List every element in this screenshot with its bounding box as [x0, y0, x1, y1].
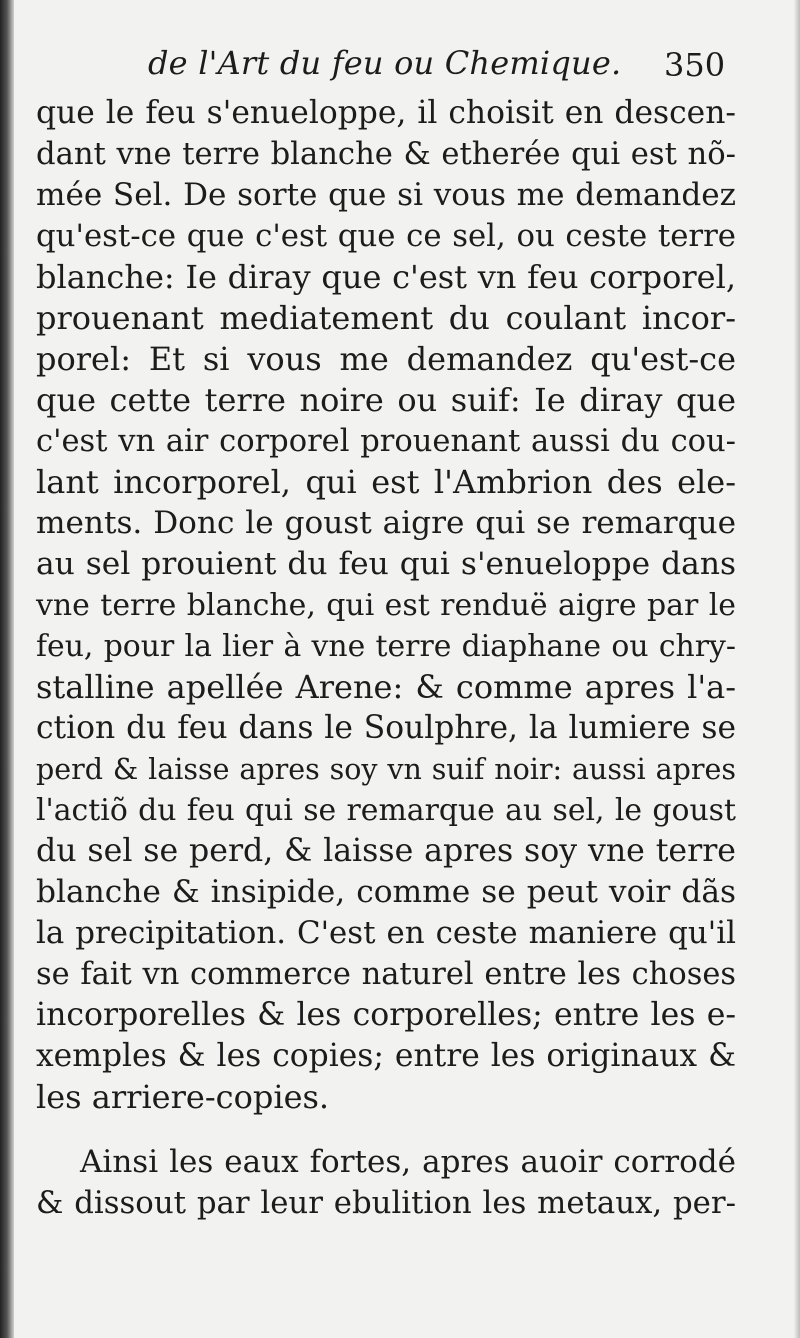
- text-line: Ainsi les eaux fortes, apres auoir corrodé: [80, 1144, 736, 1180]
- text-line: ments. Donc le goust aigre qui se remarque: [36, 505, 736, 541]
- text-line: du sel se perd, & laisse apres soy vne terre: [36, 833, 736, 869]
- text-line: feu, pour la lier à vne terre diaphane ou chry-: [36, 629, 736, 664]
- paragraph-1: [36, 93, 736, 1118]
- text-line: lant incorporel, qui est l'Ambrion des ele-: [36, 463, 736, 501]
- text-line: que cette terre noire ou suif: Ie diray que: [36, 381, 736, 419]
- page-edge-right: [794, 0, 800, 1338]
- page-header: [0, 40, 800, 100]
- running-title: de l'Art du feu ou Chemique.: [148, 44, 622, 82]
- body-text: [36, 93, 736, 1224]
- text-line: que le feu s'enueloppe, il choisit en descen-: [36, 95, 736, 131]
- text-line: mée Sel. De sorte que si vous me demandez: [36, 177, 736, 213]
- text-line: les arriere-copies.: [36, 1078, 330, 1116]
- text-line: dant vne terre blanche & etherée qui est nõ-: [36, 137, 736, 172]
- text-line: l'actiõ du feu qui se remarque au sel, le goust: [36, 793, 736, 828]
- text-line: stalline apellée Arene: & comme apres l'a-: [36, 668, 736, 706]
- text-line: blanche: Ie diray que c'est vn feu corporel,: [36, 258, 736, 296]
- text-line: la precipitation. C'est en ceste maniere qu'il: [36, 915, 736, 951]
- text-line: c'est vn air corporel prouenant aussi du cou-: [36, 424, 736, 459]
- text-line: & dissout par leur ebulition les metaux, per-: [36, 1185, 736, 1221]
- page-edge-left: [0, 0, 14, 1338]
- text-line: perd & laisse apres soy vn suif noir: aussi apres: [36, 753, 736, 786]
- text-line: ction du feu dans le Soulphre, la lumiere se: [36, 710, 736, 746]
- text-line: qu'est-ce que c'est que ce sel, ou ceste terre: [36, 218, 736, 254]
- text-line: prouenant mediatement du coulant incor-: [36, 299, 736, 337]
- paragraph-gap: [36, 1118, 736, 1142]
- text-line: incorporelles & les corporelles; entre les e-: [36, 997, 736, 1033]
- text-line: se fait vn commerce naturel entre les choses: [36, 957, 736, 992]
- text-line: au sel prouient du feu qui s'enueloppe dans: [36, 546, 736, 582]
- paragraph-2: [36, 1142, 736, 1224]
- text-line: blanche & insipide, comme se peut voir dãs: [36, 874, 736, 910]
- page-number: 350: [664, 46, 726, 84]
- text-line: vne terre blanche, qui est renduë aigre par le: [36, 588, 736, 623]
- text-line: xemples & les copies; entre les originaux &: [36, 1038, 736, 1074]
- text-line: porel: Et si vous me demandez qu'est-ce: [36, 340, 736, 378]
